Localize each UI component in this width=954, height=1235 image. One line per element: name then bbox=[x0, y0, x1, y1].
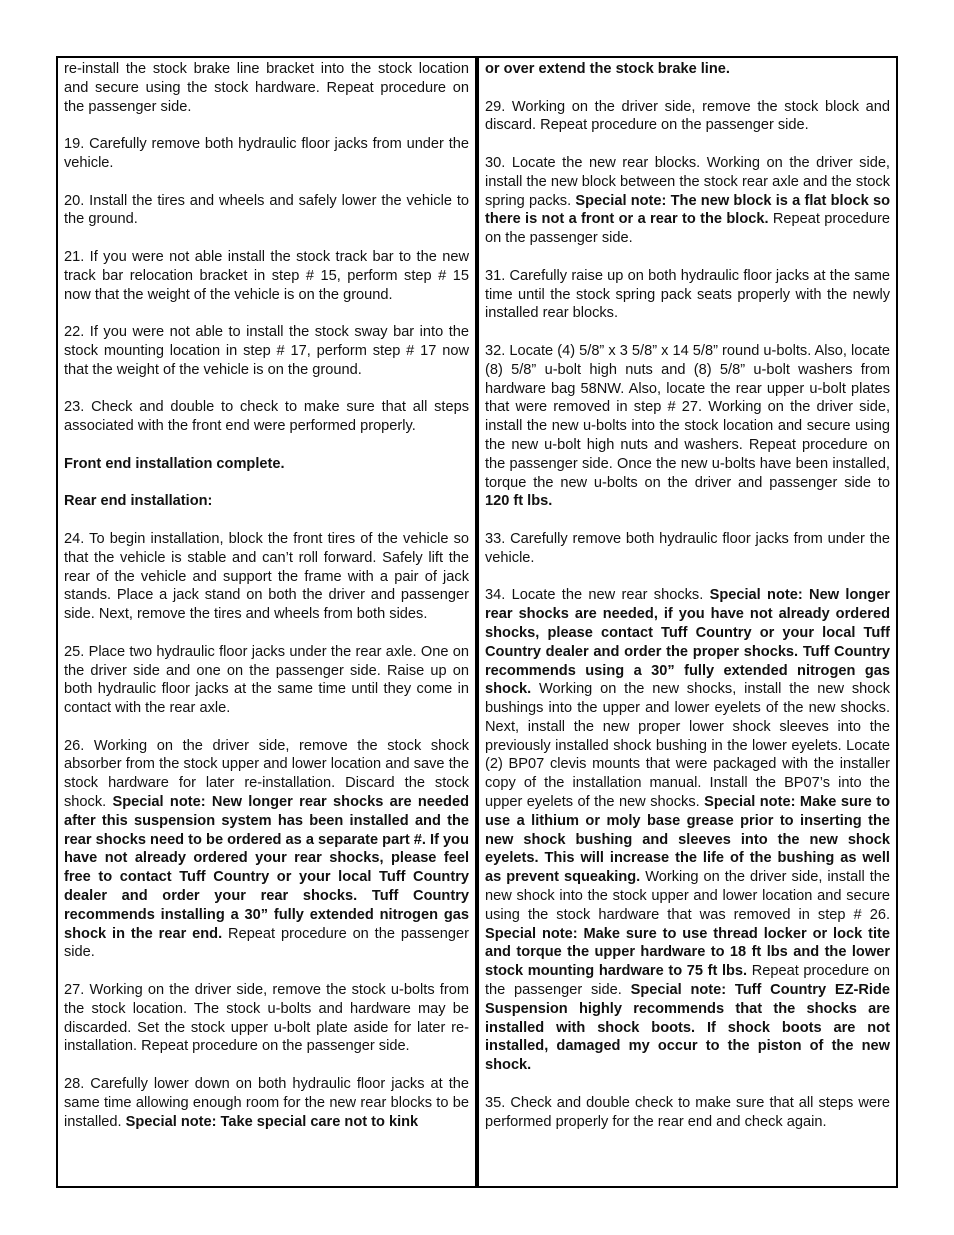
bold-text-run: Special note: New longer rear shocks are needed after this suspension system has been installed and the rear shocks need to be ordered as a separate part #. If you have not already ordered your rear shocks, please feel free to contact Tuff Country or your local Tuff Country dealer and order your rear shocks. Tuff Country recommends installing a 30” fully extended nitrogen gas shock in the rear end. bbox=[64, 794, 469, 942]
column-divider bbox=[475, 58, 479, 1186]
text-run: 27. Working on the driver side, remove the stock u-bolts from the stock location. The stock u-bolts and hardware may be discarded. Set the stock upper u-bolt plate aside for later re-installation. Repeat procedure on the passenger side. bbox=[64, 982, 469, 1055]
text-run: 21. If you were not able install the stock track bar to the new track bar relocation bracket in step # 15, perform step # 15 now that the weight of the vehicle is on the ground. bbox=[64, 248, 469, 303]
instruction-paragraph bbox=[485, 60, 890, 79]
bold-text-run: Special note: New longer rear shocks are needed, if you have not already ordered shocks, please contact Tuff Country or your local Tuff Country dealer and order the proper shocks. Tuff Country recommends using a 30” fully extended nitrogen gas shock. bbox=[485, 587, 890, 698]
instruction-paragraph bbox=[64, 530, 469, 624]
instruction-paragraph bbox=[64, 981, 469, 1056]
right-column bbox=[485, 60, 890, 1131]
text-run: 19. Carefully remove both hydraulic floor jacks from under the vehicle. bbox=[64, 136, 469, 171]
instruction-paragraph bbox=[64, 737, 469, 963]
text-run: 31. Carefully raise up on both hydraulic floor jacks at the same time until the stock spring pack seats properly with the newly installed rear blocks. bbox=[485, 267, 890, 322]
instruction-paragraph bbox=[485, 267, 890, 323]
instruction-paragraph bbox=[485, 98, 890, 136]
bold-text-run: 120 ft lbs. bbox=[485, 493, 553, 510]
bold-text-run: or over extend the stock brake line. bbox=[485, 61, 730, 77]
text-run: Working on the driver side, install the new shock into the stock upper and lower location and secure using the stock hardware that was removed in step # 26. bbox=[485, 869, 891, 923]
text-run: 23. Check and double to check to make sure that all steps associated with the front end were performed properly. bbox=[64, 399, 469, 435]
bold-text-run: Rear end installation: bbox=[64, 493, 213, 510]
text-run: Repeat procedure on the passenger side. bbox=[64, 925, 469, 961]
instruction-paragraph bbox=[64, 643, 469, 718]
bold-text-run: Special note: Tuff Country EZ-Ride Suspension highly recommends that the shocks are installed with shock boots. If shock boots are not installed, damaged my occur to the piston of the new shock. bbox=[485, 982, 890, 1074]
instruction-paragraph bbox=[485, 342, 890, 511]
bold-text-run: Special note: Take special care not to kink bbox=[125, 1113, 419, 1130]
text-run: Repeat procedure on the passenger side. bbox=[485, 211, 891, 247]
instruction-paragraph bbox=[485, 586, 890, 1075]
instruction-paragraph bbox=[64, 1075, 469, 1131]
text-run: 28. Carefully lower down on both hydraulic floor jacks at the same time allowing enough room for the new rear blocks to be installed. bbox=[64, 1076, 469, 1130]
text-run: 35. Check and double check to make sure that all steps were performed properly for the rear end and check again. bbox=[485, 1094, 890, 1130]
text-run: 22. If you were not able to install the stock sway bar into the stock mounting location in step # 17, perform step # 17 now that the weight of the vehicle is on the ground. bbox=[64, 324, 469, 378]
instruction-paragraph bbox=[485, 530, 890, 568]
text-run: 25. Place two hydraulic floor jacks under the rear axle. One on the driver side and one on the passenger side. Raise up on both hydraulic floor jacks at the same time until they come in contact with the rear axle. bbox=[64, 643, 469, 717]
text-run: 26. Working on the driver side, remove the stock shock absorber from the stock upper and lower location and save the stock hardware for later re-installation. Discard the stock shock. bbox=[64, 737, 469, 811]
instruction-paragraph bbox=[64, 192, 469, 230]
instruction-paragraph bbox=[64, 135, 469, 173]
text-run: 20. Install the tires and wheels and safely lower the vehicle to the ground. bbox=[64, 192, 469, 228]
text-run: 32. Locate (4) 5/8” x 3 5/8” x 14 5/8” round u-bolts. Also, locate (8) 5/8” u-bolt high nuts and (8) 5/8” u-bolt washers from hardware bag 58NW. Also, locate the rear upper u-bolt plates that were removed in step # 27. Working on the driver side, install the new u-bolts into the stock location and secure using the new u-bolt high nuts and washers. Repeat procedure on the passenger side. Once the new u-bolts have been installed, torque the new u-bolts on the driver and passenger side to bbox=[485, 342, 890, 491]
instruction-page-frame bbox=[56, 56, 898, 1188]
text-run: Repeat procedure on the passenger side. bbox=[485, 963, 890, 999]
instruction-paragraph bbox=[64, 398, 469, 436]
instruction-paragraph bbox=[64, 60, 469, 116]
text-run: 34. Locate the new rear shocks. bbox=[485, 587, 710, 604]
left-column bbox=[64, 60, 469, 1131]
text-run: re-install the stock brake line bracket into the stock location and secure using the stock hardware. Repeat procedure on the passenger side. bbox=[64, 61, 469, 115]
text-run: 33. Carefully remove both hydraulic floor jacks from under the vehicle. bbox=[485, 530, 890, 566]
text-run: 24. To begin installation, block the front tires of the vehicle so that the vehicle is stable and can’t roll forward. Safely lift the rear of the vehicle and support the frame with a pair of jack stands. Place a jack stand on both the driver and passenger side. Next, remove the tires and wheels from both sides. bbox=[64, 530, 469, 623]
instruction-paragraph bbox=[64, 323, 469, 379]
instruction-paragraph bbox=[64, 492, 469, 511]
text-run: Working on the new shocks, install the new shock bushings into the upper and lower eyelets of the new shocks. Next, install the new proper lower shock sleeves into the previously installed shock bushing in the lower eyelets. Locate (2) BP07 clevis mounts that were packaged with the installer copy of the installation manual. Install the BP07’s into the upper eyelets of the new shocks. bbox=[485, 681, 890, 811]
bold-text-run: Special note: The new block is a flat block so there is not a front or a rear to the block. bbox=[485, 192, 890, 228]
instruction-paragraph bbox=[485, 154, 890, 248]
text-run: 29. Working on the driver side, remove the stock block and discard. Repeat procedure on the passenger side. bbox=[485, 98, 890, 134]
instruction-paragraph bbox=[64, 248, 469, 304]
text-run: 30. Locate the new rear blocks. Working on the driver side, install the new block between the stock rear axle and the stock spring packs. bbox=[485, 154, 890, 209]
instruction-paragraph bbox=[485, 1094, 890, 1132]
instruction-paragraph bbox=[64, 455, 469, 474]
bold-text-run: Front end installation complete. bbox=[64, 455, 285, 472]
bold-text-run: Special note: Make sure to use thread locker or lock tite and torque the upper hardware to 18 ft lbs and the lower stock mounting hardware to 75 ft lbs. bbox=[485, 925, 890, 980]
bold-text-run: Special note: Make sure to use a lithium or moly base grease prior to inserting the new shock bushing and sleeves into the new shock eyelets. This will increase the life of the bushing as well as prevent squeaking. bbox=[485, 794, 890, 886]
